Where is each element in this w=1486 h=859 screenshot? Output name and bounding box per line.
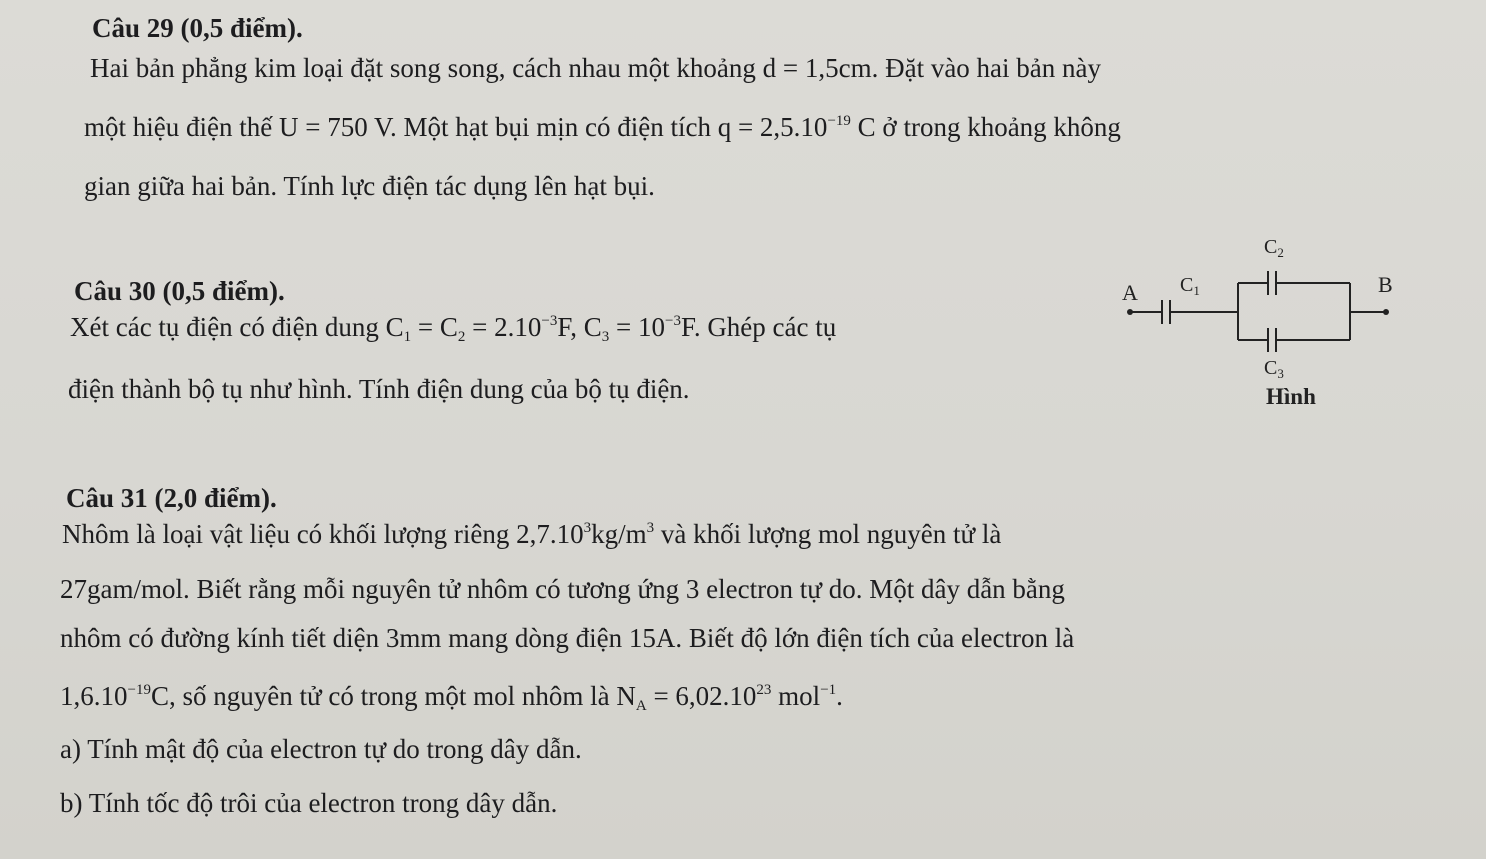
label-c3: $C_3$ xyxy=(1264,357,1284,381)
q31-line-3: nhôm có đường kính tiết diện 3mm mang dòng điện 15A. Biết độ lớn điện tích của electron là xyxy=(60,623,1075,653)
capacitor-circuit-figure xyxy=(1110,228,1400,413)
q29-line-2: một hiệu điện thế U = 750 V. Một hạt bụi mịn có điện tích $q = 2,5.10^{-19}$ C ở trong khoảng không xyxy=(84,112,1121,142)
q30-line-1: Xét các tụ điện có điện dung $C_1 = C_2 = 2.10^{-3}F$, $C_3 = 10^{-3}F$. Ghép các tụ xyxy=(70,312,837,345)
label-b: B xyxy=(1378,272,1393,297)
q29-line-3: gian giữa hai bản. Tính lực điện tác dụng lên hạt bụi. xyxy=(84,171,655,201)
label-a: A xyxy=(1122,280,1138,305)
q30-heading: Câu 30 (0,5 điểm). xyxy=(74,276,285,306)
label-c1: $C_1$ xyxy=(1180,274,1200,298)
q31-line-2: 27gam/mol. Biết rằng mỗi nguyên tử nhôm có tương ứng 3 electron tự do. Một dây dẫn bằng xyxy=(60,574,1065,604)
circuit-wires xyxy=(1132,271,1384,352)
node-b-dot xyxy=(1383,309,1389,315)
q31-line-1: Nhôm là loại vật liệu có khối lượng riêng $2,7.10^3kg/m^3$ và khối lượng mol nguyên tử là xyxy=(62,519,1002,549)
q31-line-4: $1,6.10^{-19}C$, số nguyên tử có trong một mol nhôm là $N_A = 6,02.10^{23}$ mol$^{-1}$. xyxy=(60,681,843,714)
q31-part-b: b) Tính tốc độ trôi của electron trong dây dẫn. xyxy=(60,788,558,818)
label-c2: $C_2$ xyxy=(1264,236,1284,260)
node-a-dot xyxy=(1127,309,1133,315)
q31-part-a: a) Tính mật độ của electron tự do trong dây dẫn. xyxy=(60,734,582,764)
q30-line-2: điện thành bộ tụ như hình. Tính điện dung của bộ tụ điện. xyxy=(68,374,690,404)
figure-caption: Hình xyxy=(1266,384,1316,409)
q31-heading: Câu 31 (2,0 điểm). xyxy=(66,483,277,513)
q29-heading: Câu 29 (0,5 điểm). xyxy=(92,13,303,43)
q29-line-1: Hai bản phẳng kim loại đặt song song, cách nhau một khoảng d = 1,5cm. Đặt vào hai bản này xyxy=(90,53,1102,83)
